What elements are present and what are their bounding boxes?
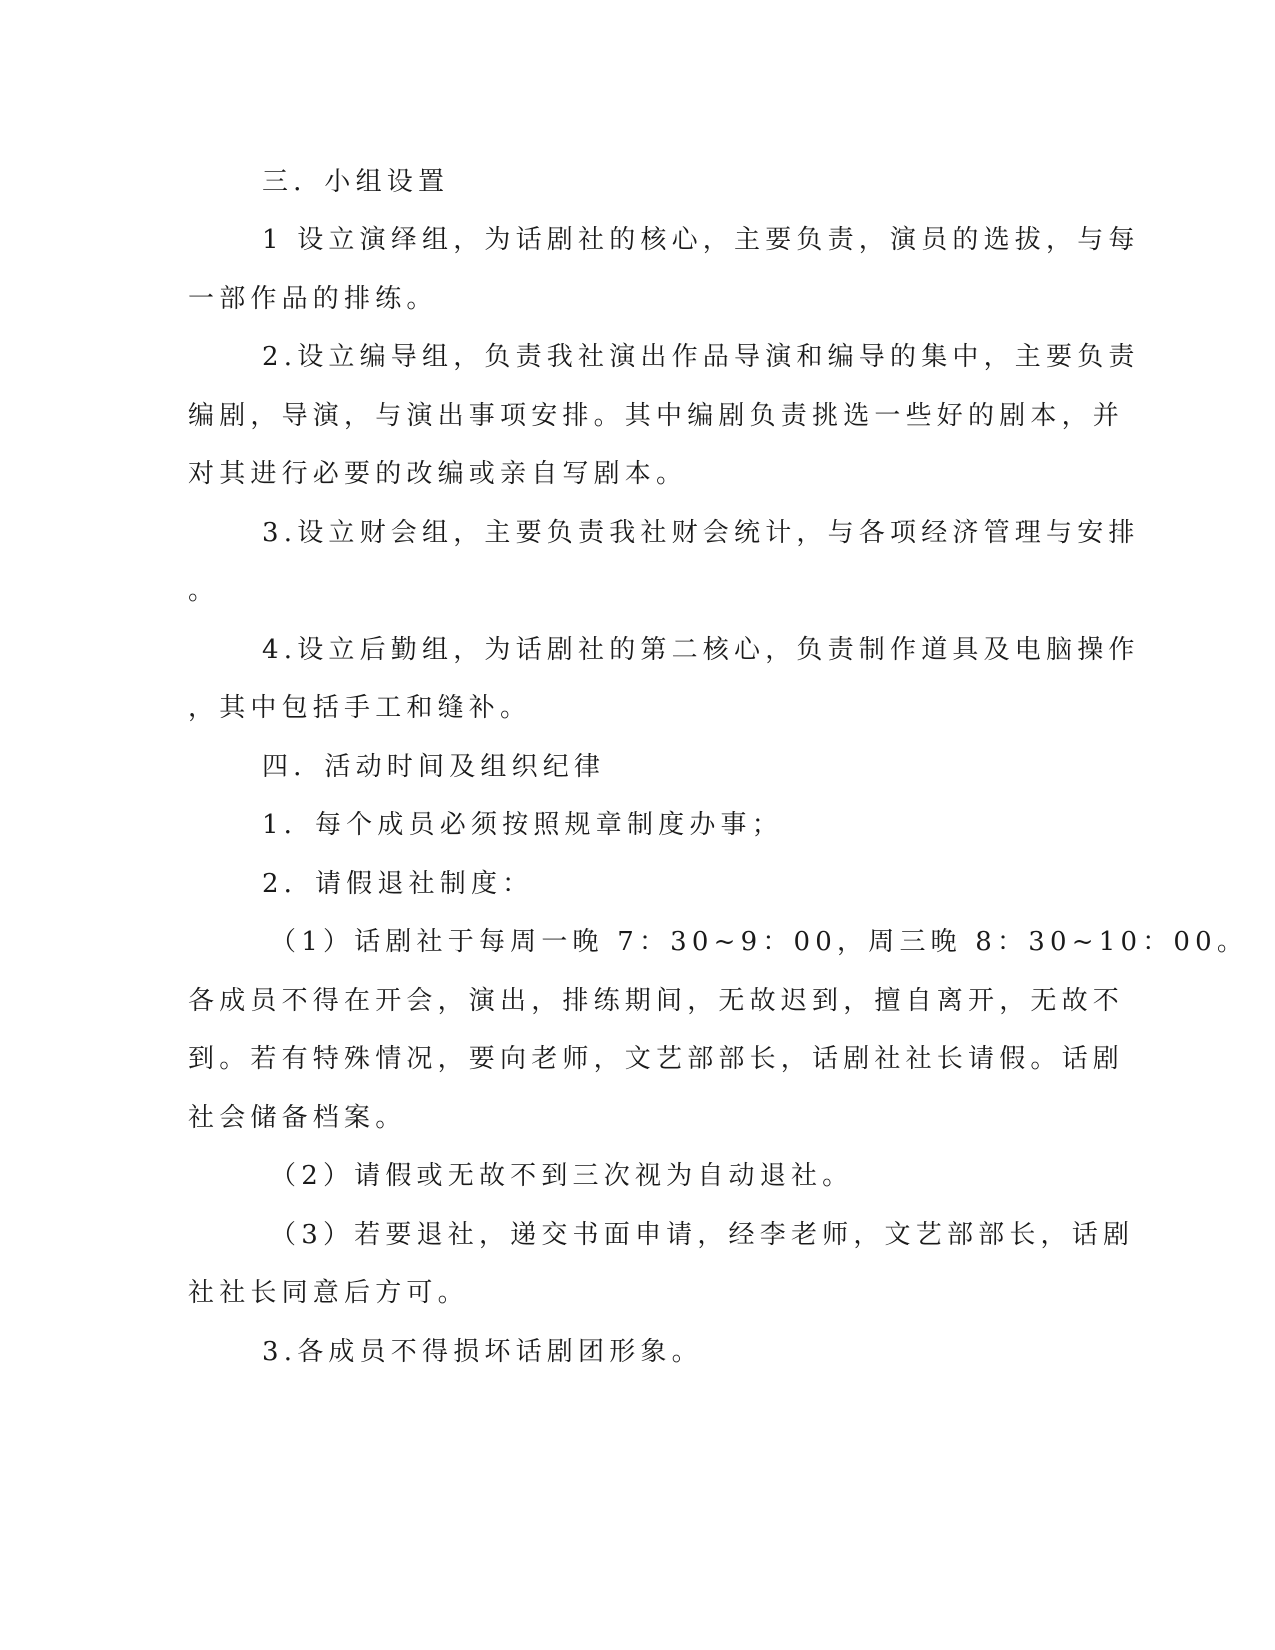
paragraph-line: 。 — [188, 576, 220, 606]
paragraph-line: （1）话剧社于每周一晚 7：30~9：00，周三晚 8：30~10：00。 — [270, 927, 1249, 957]
paragraph-line: 4.设立后勤组，为话剧社的第二核心，负责制作道具及电脑操作 — [262, 635, 1140, 665]
paragraph-line: 2．请假退社制度： — [262, 869, 534, 899]
section-heading-activity-time: 四．活动时间及组织纪律 — [262, 752, 606, 782]
paragraph-line: 社会储备档案。 — [188, 1103, 407, 1133]
paragraph-line: （3）若要退社，递交书面申请，经李老师，文艺部部长，话剧 — [270, 1220, 1135, 1250]
paragraph-line: 各成员不得在开会，演出，排练期间，无故迟到，擅自离开，无故不 — [188, 986, 1125, 1016]
paragraph-line: （2）请假或无故不到三次视为自动退社。 — [270, 1161, 854, 1191]
section-heading-group-setup: 三．小组设置 — [262, 167, 450, 197]
paragraph-line: ，其中包括手工和缝补。 — [188, 693, 532, 723]
paragraph-line: 2.设立编导组，负责我社演出作品导演和编导的集中，主要负责 — [262, 342, 1140, 372]
paragraph-line: 对其进行必要的改编或亲自写剧本。 — [188, 459, 688, 489]
paragraph-line: 到。若有特殊情况，要向老师，文艺部部长，话剧社社长请假。话剧 — [188, 1044, 1125, 1074]
paragraph-line: 3.设立财会组，主要负责我社财会统计，与各项经济管理与安排 — [262, 518, 1140, 548]
paragraph-line: 社社长同意后方可。 — [188, 1278, 469, 1308]
paragraph-line: 编剧，导演，与演出事项安排。其中编剧负责挑选一些好的剧本，并 — [188, 401, 1125, 431]
paragraph-line: 1．每个成员必须按照规章制度办事； — [262, 810, 783, 840]
paragraph-line: 3.各成员不得损坏话剧团形象。 — [262, 1337, 703, 1367]
paragraph-line: 1 设立演绎组，为话剧社的核心，主要负责，演员的选拔，与每 — [262, 225, 1140, 255]
paragraph-line: 一部作品的排练。 — [188, 284, 438, 314]
